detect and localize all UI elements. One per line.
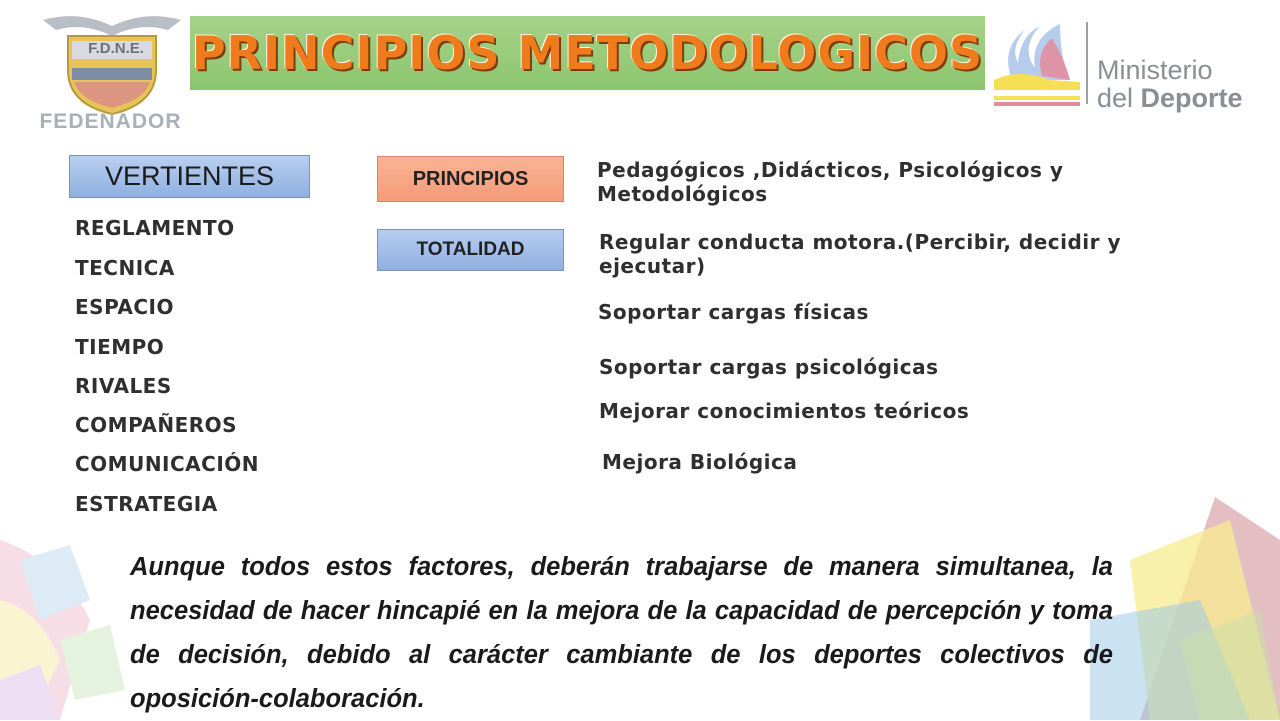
totalidad-item: Soportar cargas físicas	[598, 300, 869, 324]
totalidad-item: Mejorar conocimientos teóricos	[599, 399, 970, 423]
ministerio-line: Ministerio	[1097, 55, 1213, 85]
logo-separator	[1086, 22, 1088, 104]
conclusion-paragraph: Aunque todos estos factores, deberán trabajarse de manera simultanea, la necesidad de hacer hincapié en la mejora de la capacidad de percepción y toma de decisión, debido al carácter cambiante de los deportes colectivos de oposición-colaboración.	[130, 553, 1113, 713]
vertiente-item: ESTRATEGIA	[75, 492, 218, 516]
del-deporte-line	[1097, 84, 1243, 112]
ministerio-flame-logo	[990, 18, 1085, 108]
vertiente-item: RIVALES	[75, 374, 172, 398]
principios-text: Pedagógicos ,Didácticos, Psicológicos y Metodológicos	[597, 158, 1064, 206]
del-text: del	[1097, 83, 1141, 113]
totalidad-box: TOTALIDAD	[377, 229, 564, 271]
ministerio-deporte-logo-text	[1097, 56, 1243, 112]
vertientes-box: VERTIENTES	[69, 155, 310, 198]
deporte-text: Deporte	[1140, 83, 1243, 113]
vertiente-item: ESPACIO	[75, 295, 174, 319]
totalidad-item: Regular conducta motora.(Percibir, decidir y ejecutar)	[599, 230, 1122, 278]
vertiente-item: COMUNICACIÓN	[75, 452, 260, 476]
vertiente-item: COMPAÑEROS	[75, 413, 238, 437]
vertiente-item: REGLAMENTO	[75, 216, 235, 240]
principios-box: PRINCIPIOS	[377, 156, 564, 202]
totalidad-item: Mejora Biológica	[602, 450, 798, 474]
fdne-badge-text: F.D.N.E.	[88, 40, 144, 57]
page-title: PRINCIPIOS METODOLOGICOS	[191, 26, 984, 80]
fedenador-name: FEDENADOR	[39, 110, 182, 133]
vertiente-item: TIEMPO	[75, 335, 165, 359]
vertiente-item: TECNICA	[75, 256, 175, 280]
totalidad-item: Soportar cargas psicológicas	[599, 355, 939, 379]
